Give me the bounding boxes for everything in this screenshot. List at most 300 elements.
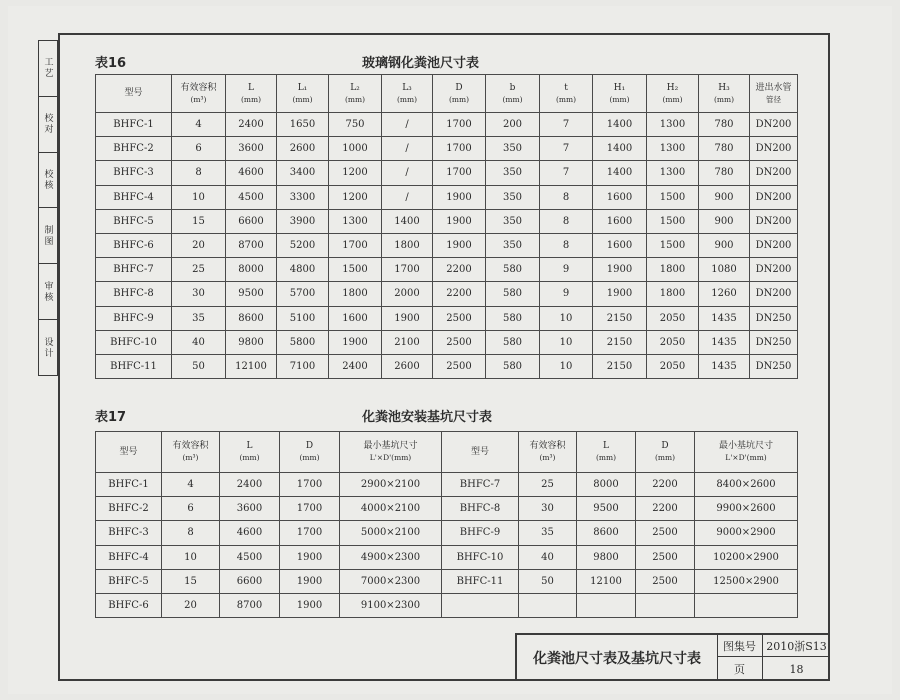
- table-cell: 3400: [277, 161, 329, 185]
- table-cell: BHFC-10: [96, 330, 172, 354]
- table-cell: 20: [172, 233, 226, 257]
- table-cell: 8: [540, 185, 593, 209]
- header-unit: (mm): [448, 94, 470, 104]
- table-cell: BHFC-4: [96, 545, 162, 569]
- table-cell: 10200×2900: [695, 545, 798, 569]
- table-cell: 2100: [382, 330, 433, 354]
- table-cell: BHFC-1: [96, 473, 162, 497]
- sidebar-cell: 工艺: [39, 41, 57, 97]
- table-cell: 3600: [220, 497, 280, 521]
- header-label: L: [248, 82, 254, 93]
- header-unit: (mm): [240, 94, 262, 104]
- table-cell: 2400: [220, 473, 280, 497]
- column-header: [172, 75, 226, 113]
- table-cell: 1200: [329, 161, 382, 185]
- table-cell: 9000×2900: [695, 521, 798, 545]
- table-cell: 4500: [220, 545, 280, 569]
- table17-title: 化粪池安装基坑尺寸表: [362, 410, 493, 425]
- table-cell: 2050: [647, 354, 699, 378]
- table-cell: DN200: [750, 282, 798, 306]
- signature-sidebar: [38, 40, 58, 376]
- table-cell: 1400: [593, 161, 647, 185]
- table-cell: DN250: [750, 330, 798, 354]
- table-cell: 3900: [277, 209, 329, 233]
- table-cell: BHFC-5: [96, 569, 162, 593]
- table-cell: 8700: [226, 233, 277, 257]
- header-unit: (mm): [239, 453, 260, 462]
- table-cell: BHFC-2: [96, 137, 172, 161]
- table-cell: 4000×2100: [340, 497, 442, 521]
- table16-title: 玻璃钢化粪池尺寸表: [362, 56, 480, 71]
- table-cell: 2200: [433, 258, 486, 282]
- table-cell: [519, 593, 577, 617]
- table-cell: 350: [486, 209, 540, 233]
- table-cell: 580: [486, 330, 540, 354]
- table-cell: 6600: [226, 209, 277, 233]
- table-cell: 7100: [277, 354, 329, 378]
- table-row: [96, 233, 798, 257]
- table-cell: 2150: [593, 330, 647, 354]
- table-cell: 7: [540, 137, 593, 161]
- column-header: [277, 75, 329, 113]
- table-cell: 580: [486, 258, 540, 282]
- table-cell: 1400: [382, 209, 433, 233]
- table-cell: 9800: [577, 545, 636, 569]
- table-cell: [442, 593, 519, 617]
- table-cell: 40: [172, 330, 226, 354]
- table-cell: 1900: [329, 330, 382, 354]
- table-cell: 200: [486, 113, 540, 137]
- table-cell: 4600: [220, 521, 280, 545]
- table-cell: 1650: [277, 113, 329, 137]
- table-cell: 15: [172, 209, 226, 233]
- table-cell: 30: [519, 497, 577, 521]
- header-unit: (m³): [182, 453, 199, 462]
- table-cell: BHFC-7: [96, 258, 172, 282]
- header-label: 最小基坑尺寸: [718, 441, 773, 451]
- table-cell: /: [382, 161, 433, 185]
- table-cell: DN200: [750, 161, 798, 185]
- table-cell: BHFC-9: [442, 521, 519, 545]
- table-row: [96, 209, 798, 233]
- table-cell: 780: [699, 113, 750, 137]
- sidebar-cell: 制图: [39, 208, 57, 264]
- column-header: [593, 75, 647, 113]
- table-cell: 5100: [277, 306, 329, 330]
- table-cell: 900: [699, 209, 750, 233]
- column-header: [442, 432, 519, 473]
- column-header: [226, 75, 277, 113]
- table-row: [96, 258, 798, 282]
- table-cell: 15: [162, 569, 220, 593]
- table-cell: 1900: [280, 545, 340, 569]
- table-cell: 40: [519, 545, 577, 569]
- table-cell: DN200: [750, 258, 798, 282]
- table-cell: 5800: [277, 330, 329, 354]
- column-header: [647, 75, 699, 113]
- table-row: [96, 473, 798, 497]
- table-cell: 4800: [277, 258, 329, 282]
- table-cell: 1700: [329, 233, 382, 257]
- header-unit: (mm): [595, 453, 617, 462]
- table17-number: 表17: [95, 410, 127, 425]
- table-cell: /: [382, 185, 433, 209]
- header-label: t: [564, 82, 568, 93]
- table-cell: 8400×2600: [695, 473, 798, 497]
- table-cell: 2150: [593, 306, 647, 330]
- table-row: [96, 161, 798, 185]
- header-unit: (mm): [299, 453, 320, 462]
- header-label: D: [455, 82, 463, 93]
- column-header: [519, 432, 577, 473]
- table-cell: 1500: [647, 233, 699, 257]
- table-cell: 1700: [433, 137, 486, 161]
- table-cell: 2500: [433, 306, 486, 330]
- table-cell: 1400: [593, 113, 647, 137]
- table-cell: 1600: [329, 306, 382, 330]
- column-header: [162, 432, 220, 473]
- column-header: [280, 432, 340, 473]
- page-label: 页: [717, 657, 763, 681]
- table-cell: 1200: [329, 185, 382, 209]
- table16-dimensions: [95, 74, 798, 379]
- table-row: [96, 306, 798, 330]
- table-cell: 2050: [647, 330, 699, 354]
- table-cell: BHFC-3: [96, 521, 162, 545]
- table-cell: 1900: [433, 185, 486, 209]
- table-cell: 4900×2300: [340, 545, 442, 569]
- sidebar-cell: 校核: [39, 153, 57, 209]
- sidebar-cell: 审核: [39, 264, 57, 320]
- table-cell: 2200: [636, 497, 695, 521]
- sidebar-cell: 校对: [39, 97, 57, 153]
- table-cell: 2050: [647, 306, 699, 330]
- header-label: 型号: [470, 446, 489, 457]
- header-label: 型号: [119, 446, 138, 457]
- table-cell: BHFC-7: [442, 473, 519, 497]
- table-cell: 2500: [636, 569, 695, 593]
- table-cell: 5000×2100: [340, 521, 442, 545]
- table-cell: BHFC-3: [96, 161, 172, 185]
- table-cell: 1435: [699, 354, 750, 378]
- header-label: L₁: [297, 82, 308, 93]
- table-cell: 8600: [577, 521, 636, 545]
- table-row: [96, 569, 798, 593]
- table-cell: BHFC-4: [96, 185, 172, 209]
- table-cell: 8000: [226, 258, 277, 282]
- table-cell: DN200: [750, 113, 798, 137]
- table-cell: 25: [519, 473, 577, 497]
- table-cell: 9900×2600: [695, 497, 798, 521]
- header-label: 型号: [124, 88, 143, 98]
- table-cell: 1400: [593, 137, 647, 161]
- table-cell: DN250: [750, 306, 798, 330]
- column-header: [636, 432, 695, 473]
- table-cell: DN250: [750, 354, 798, 378]
- header-unit: (mm): [502, 94, 523, 104]
- table-cell: 5700: [277, 282, 329, 306]
- table-cell: 1900: [382, 306, 433, 330]
- table-cell: 1600: [593, 185, 647, 209]
- table-cell: 10: [540, 354, 593, 378]
- header-unit: (mm): [654, 453, 676, 462]
- table-cell: 9500: [577, 497, 636, 521]
- table-cell: 1600: [593, 233, 647, 257]
- table-cell: BHFC-8: [96, 282, 172, 306]
- table-cell: 1800: [647, 258, 699, 282]
- header-unit: (mm): [396, 94, 418, 104]
- table-cell: 4: [172, 113, 226, 137]
- table-cell: 1300: [647, 137, 699, 161]
- table-cell: 12100: [226, 354, 277, 378]
- table-cell: 35: [172, 306, 226, 330]
- table-cell: 50: [172, 354, 226, 378]
- table-cell: DN200: [750, 137, 798, 161]
- column-header: [750, 75, 798, 113]
- page-number: 18: [789, 662, 804, 676]
- header-unit: (mm): [555, 94, 577, 104]
- table-cell: 7: [540, 113, 593, 137]
- table-cell: 4600: [226, 161, 277, 185]
- table-cell: 1700: [382, 258, 433, 282]
- header-label: L: [603, 441, 609, 451]
- table-cell: 780: [699, 137, 750, 161]
- table-cell: BHFC-6: [96, 233, 172, 257]
- table-cell: 900: [699, 185, 750, 209]
- table-cell: BHFC-9: [96, 306, 172, 330]
- table-cell: 9: [540, 282, 593, 306]
- table-cell: 35: [519, 521, 577, 545]
- table-cell: 2500: [636, 545, 695, 569]
- header-label: H₁: [613, 82, 626, 93]
- table-cell: 7: [540, 161, 593, 185]
- table-cell: 350: [486, 137, 540, 161]
- table-cell: 2200: [433, 282, 486, 306]
- table-cell: 10: [540, 306, 593, 330]
- header-label: L₃: [402, 82, 412, 93]
- table-cell: 1500: [329, 258, 382, 282]
- header-unit: (mm): [713, 94, 735, 104]
- table-cell: 20: [162, 593, 220, 617]
- table-cell: 1900: [433, 233, 486, 257]
- table-cell: 3300: [277, 185, 329, 209]
- atlas-label: 图集号: [717, 635, 763, 657]
- table-cell: BHFC-11: [442, 569, 519, 593]
- table-cell: /: [382, 113, 433, 137]
- table-cell: 2150: [593, 354, 647, 378]
- drawing-name: 化粪池尺寸表及基坑尺寸表: [517, 635, 718, 681]
- table-cell: 8700: [220, 593, 280, 617]
- sidebar-cell: 设计: [42, 336, 53, 359]
- table-cell: 10: [172, 185, 226, 209]
- table-cell: 1800: [382, 233, 433, 257]
- table-cell: 10: [540, 330, 593, 354]
- table-cell: 1080: [699, 258, 750, 282]
- header-label: 有效容积: [172, 441, 209, 451]
- column-header: [340, 432, 442, 473]
- table-cell: 780: [699, 161, 750, 185]
- table-cell: 5200: [277, 233, 329, 257]
- header-unit: (mm): [662, 94, 683, 104]
- table-cell: 2900×2100: [340, 473, 442, 497]
- table-cell: BHFC-2: [96, 497, 162, 521]
- table-cell: 1300: [329, 209, 382, 233]
- table-cell: 9100×2300: [340, 593, 442, 617]
- table-cell: 1700: [280, 473, 340, 497]
- table-cell: 12500×2900: [695, 569, 798, 593]
- table-cell: BHFC-6: [96, 593, 162, 617]
- table-cell: 750: [329, 113, 382, 137]
- header-unit: (mm): [609, 94, 630, 104]
- column-header: [96, 432, 162, 473]
- table-row: [96, 593, 798, 617]
- table-cell: 1700: [433, 113, 486, 137]
- table-cell: BHFC-11: [96, 354, 172, 378]
- table-cell: 2500: [636, 521, 695, 545]
- header-label: 有效容积: [529, 441, 566, 451]
- header-unit: 管径: [766, 94, 781, 104]
- table-cell: 900: [699, 233, 750, 257]
- table-cell: 580: [486, 306, 540, 330]
- table-cell: 580: [486, 282, 540, 306]
- table-cell: BHFC-10: [442, 545, 519, 569]
- column-header: [540, 75, 593, 113]
- table-row: [96, 521, 798, 545]
- table-cell: 1700: [433, 161, 486, 185]
- table-row: [96, 497, 798, 521]
- table-cell: 50: [519, 569, 577, 593]
- table-cell: 1700: [280, 521, 340, 545]
- table-cell: 8: [172, 161, 226, 185]
- table-cell: 30: [172, 282, 226, 306]
- table-cell: 1300: [647, 113, 699, 137]
- table-cell: /: [382, 137, 433, 161]
- table-row: [96, 545, 798, 569]
- table-cell: [695, 593, 798, 617]
- table-cell: [636, 593, 695, 617]
- table-cell: 350: [486, 185, 540, 209]
- header-unit: (m³): [190, 94, 207, 104]
- table-row: [96, 282, 798, 306]
- table-cell: 9500: [226, 282, 277, 306]
- table-cell: BHFC-8: [442, 497, 519, 521]
- table-cell: 350: [486, 161, 540, 185]
- header-label: D: [661, 441, 669, 451]
- header-label: 有效容积: [180, 82, 217, 93]
- table-cell: 1900: [433, 209, 486, 233]
- table-cell: DN200: [750, 233, 798, 257]
- column-header: [699, 75, 750, 113]
- table-cell: 350: [486, 233, 540, 257]
- table-cell: 8: [162, 521, 220, 545]
- table-cell: 1500: [647, 209, 699, 233]
- table-cell: 1300: [647, 161, 699, 185]
- title-block: [515, 633, 830, 681]
- table-row: [96, 354, 798, 378]
- table-cell: BHFC-1: [96, 113, 172, 137]
- table17-pit-dimensions: [95, 431, 798, 618]
- header-unit: L'×D'(mm): [369, 453, 412, 462]
- table-cell: [577, 593, 636, 617]
- column-header: [577, 432, 636, 473]
- table-row: [96, 330, 798, 354]
- table-cell: 1900: [280, 593, 340, 617]
- table-cell: 1800: [329, 282, 382, 306]
- table-cell: 9800: [226, 330, 277, 354]
- table-cell: 7000×2300: [340, 569, 442, 593]
- table-cell: 1435: [699, 330, 750, 354]
- table-cell: 25: [172, 258, 226, 282]
- column-header: [96, 75, 172, 113]
- table-cell: 1900: [593, 282, 647, 306]
- header-label: L₂: [350, 82, 360, 93]
- table16-number: 表16: [95, 56, 127, 71]
- header-unit: (m³): [539, 453, 556, 462]
- table-cell: 1900: [280, 569, 340, 593]
- table-cell: 2500: [433, 354, 486, 378]
- column-header: [695, 432, 798, 473]
- header-label: H₃: [718, 82, 730, 93]
- header-unit: (mm): [344, 94, 366, 104]
- table-cell: 3600: [226, 137, 277, 161]
- header-label: 最小基坑尺寸: [363, 441, 418, 451]
- table-cell: 6600: [220, 569, 280, 593]
- column-header: [486, 75, 540, 113]
- header-label: D: [305, 441, 314, 451]
- header-unit: L'×D'(mm): [725, 453, 767, 462]
- table-cell: 1260: [699, 282, 750, 306]
- table-cell: 8600: [226, 306, 277, 330]
- header-unit: (mm): [292, 94, 313, 104]
- table-cell: 1600: [593, 209, 647, 233]
- table-cell: 8: [540, 209, 593, 233]
- table-cell: 2400: [329, 354, 382, 378]
- table-cell: 1500: [647, 185, 699, 209]
- table-row: [96, 113, 798, 137]
- table-cell: 2400: [226, 113, 277, 137]
- table-cell: 2500: [433, 330, 486, 354]
- header-label: b: [509, 82, 516, 93]
- table-cell: 12100: [577, 569, 636, 593]
- table-cell: DN200: [750, 185, 798, 209]
- table-cell: 2600: [382, 354, 433, 378]
- table-cell: 580: [486, 354, 540, 378]
- table-cell: 2000: [382, 282, 433, 306]
- header-label: L: [246, 441, 253, 451]
- table-cell: 6: [172, 137, 226, 161]
- table-cell: 2200: [636, 473, 695, 497]
- table-cell: 1000: [329, 137, 382, 161]
- table-cell: 9: [540, 258, 593, 282]
- table-cell: 4: [162, 473, 220, 497]
- table-row: [96, 185, 798, 209]
- table-cell: 2600: [277, 137, 329, 161]
- table-cell: 10: [162, 545, 220, 569]
- table-cell: DN200: [750, 209, 798, 233]
- header-label: H₂: [666, 82, 679, 93]
- column-header: [382, 75, 433, 113]
- column-header: [329, 75, 382, 113]
- table-cell: 8: [540, 233, 593, 257]
- atlas-number: 2010浙S13: [763, 635, 830, 657]
- table-row: [96, 137, 798, 161]
- table-cell: 1800: [647, 282, 699, 306]
- table-cell: BHFC-5: [96, 209, 172, 233]
- table-cell: 1900: [593, 258, 647, 282]
- column-header: [220, 432, 280, 473]
- header-label: 进出水管: [755, 82, 792, 93]
- table-cell: 6: [162, 497, 220, 521]
